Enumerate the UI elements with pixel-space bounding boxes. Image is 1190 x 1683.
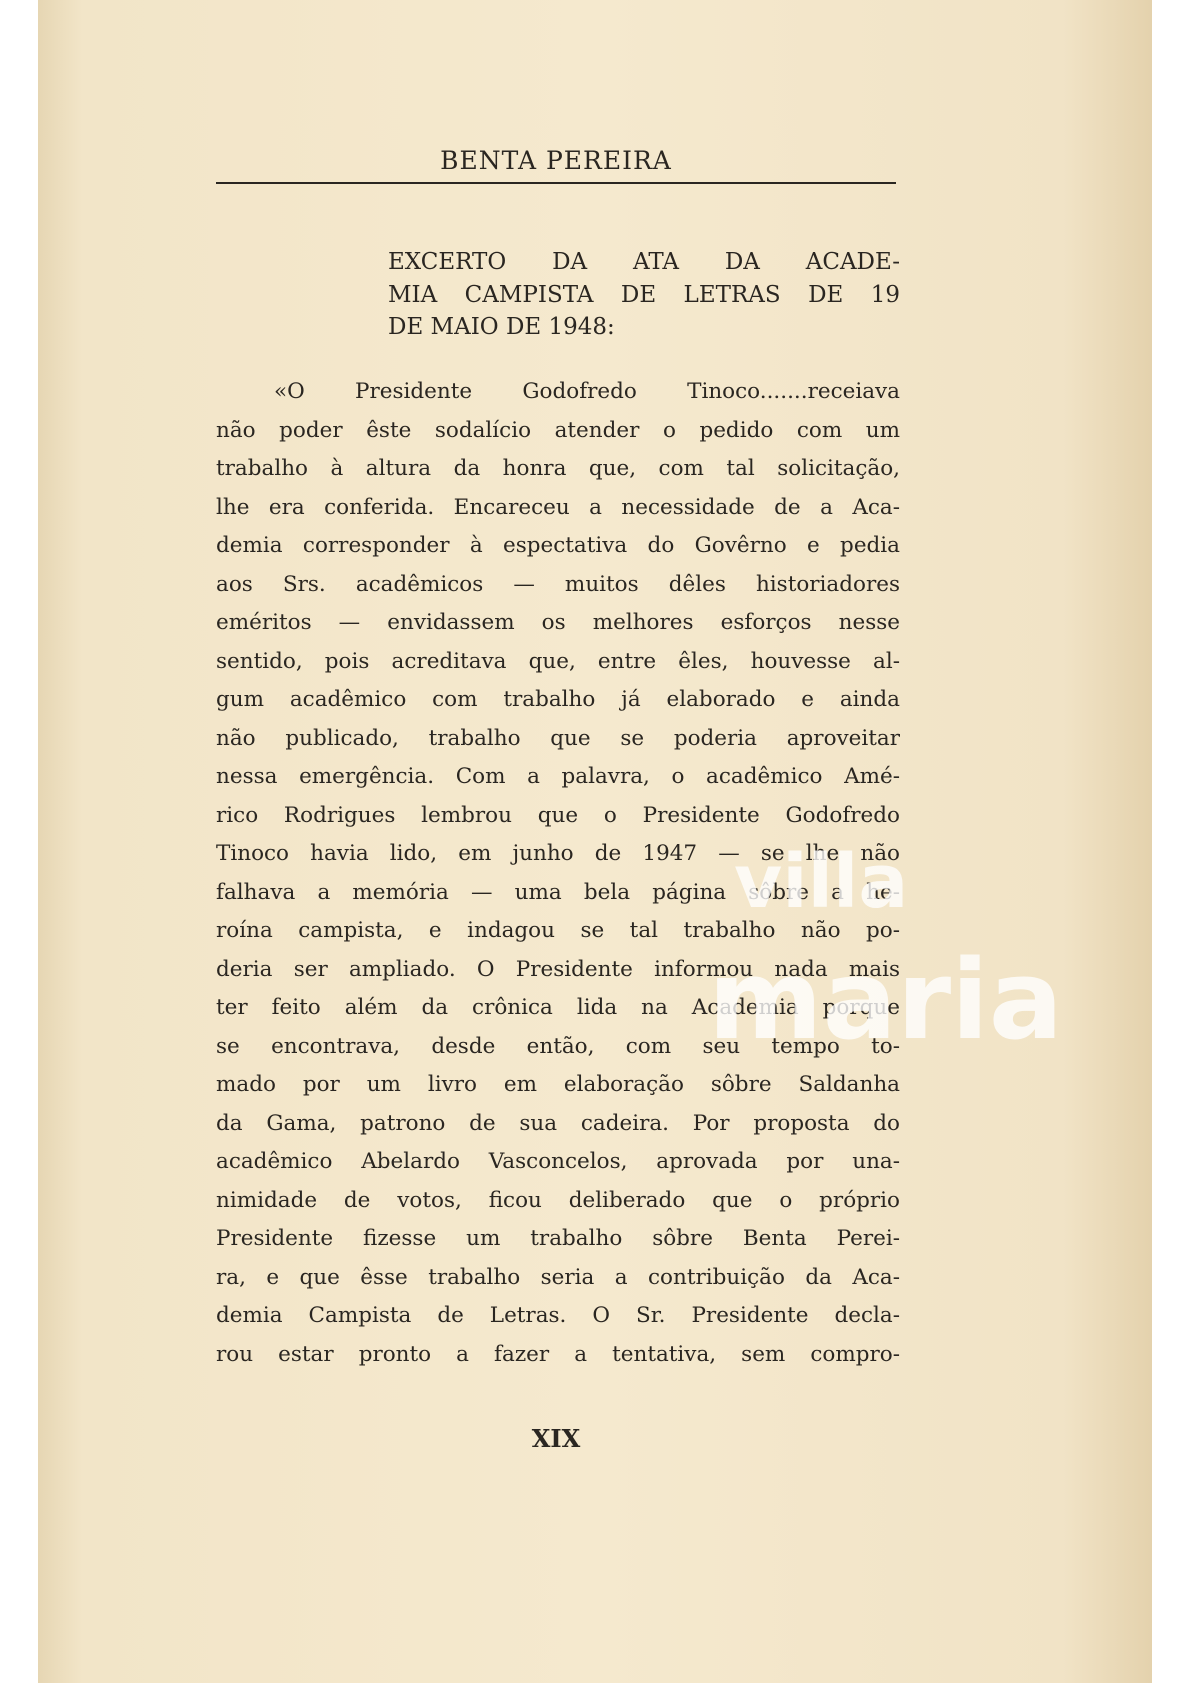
text-line: «O Presidente Godofredo Tinoco.......receiava [274, 379, 900, 404]
text-line: nessa emergência. Com a palavra, o acadêmico Amé- [216, 764, 900, 789]
text-line: ra, e que êsse trabalho seria a contribuição da Aca- [216, 1264, 900, 1290]
text-line: sentido, pois acreditava que, entre êles, houvesse al- [216, 648, 900, 674]
body-paragraph [216, 373, 900, 1374]
excerpt-heading [388, 246, 900, 344]
heading-line: DE MAIO DE 1948: [388, 314, 615, 340]
text-line: gum acadêmico com trabalho já elaborado e ainda [216, 687, 900, 712]
watermark-word-bottom: maria [708, 936, 1064, 1064]
text-line: eméritos — envidassem os melhores esforços nesse [216, 610, 900, 635]
heading-line: EXCERTO DA ATA DA ACADE- [388, 249, 900, 275]
text-line: rou estar pronto a fazer a tentativa, sem compro- [216, 1341, 900, 1367]
heading-line: MIA CAMPISTA DE LETRAS DE 19 [388, 281, 900, 308]
text-line: nimidade de votos, ficou deliberado que o próprio [216, 1187, 900, 1213]
text-line: roína campista, e indagou se tal trabalho não po- [216, 918, 900, 943]
text-line: mado por um livro em elaboração sôbre Saldanha [216, 1072, 900, 1097]
running-head: BENTA PEREIRA [440, 146, 672, 175]
text-line: demia Campista de Letras. O Sr. Presidente decla- [216, 1303, 900, 1328]
watermark-word-top: villa [734, 839, 909, 925]
running-head-rule [216, 182, 896, 184]
text-line: rico Rodrigues lembrou que o Presidente Godofredo [216, 802, 900, 828]
text-line: não poder êste sodalício atender o pedido com um [216, 417, 900, 443]
text-line: se encontrava, desde então, com seu tempo to- [216, 1033, 900, 1059]
page-number: XIX [531, 1424, 581, 1453]
text-line: Presidente fizesse um trabalho sôbre Benta Perei- [216, 1226, 900, 1251]
text-line: não publicado, trabalho que se poderia aproveitar [216, 725, 900, 751]
text-line: demia corresponder à espectativa do Govêrno e pedia [216, 533, 900, 558]
text-line: trabalho à altura da honra que, com tal solicitação, [216, 456, 900, 481]
text-line: da Gama, patrono de sua cadeira. Por proposta do [216, 1110, 900, 1136]
text-line: deria ser ampliado. O Presidente informou nada mais [216, 956, 900, 982]
text-line: aos Srs. acadêmicos — muitos dêles historiadores [216, 571, 900, 597]
text-line: lhe era conferida. Encareceu a necessidade de a Aca- [216, 494, 900, 520]
text-line: falhava a memória — uma bela página sôbre a he- [216, 879, 900, 905]
text-line: acadêmico Abelardo Vasconcelos, aprovada por una- [216, 1149, 900, 1174]
text-line: Tinoco havia lido, em junho de 1947 — se lhe não [216, 841, 900, 866]
text-line: ter feito além da crônica lida na Academia porque [216, 995, 900, 1020]
